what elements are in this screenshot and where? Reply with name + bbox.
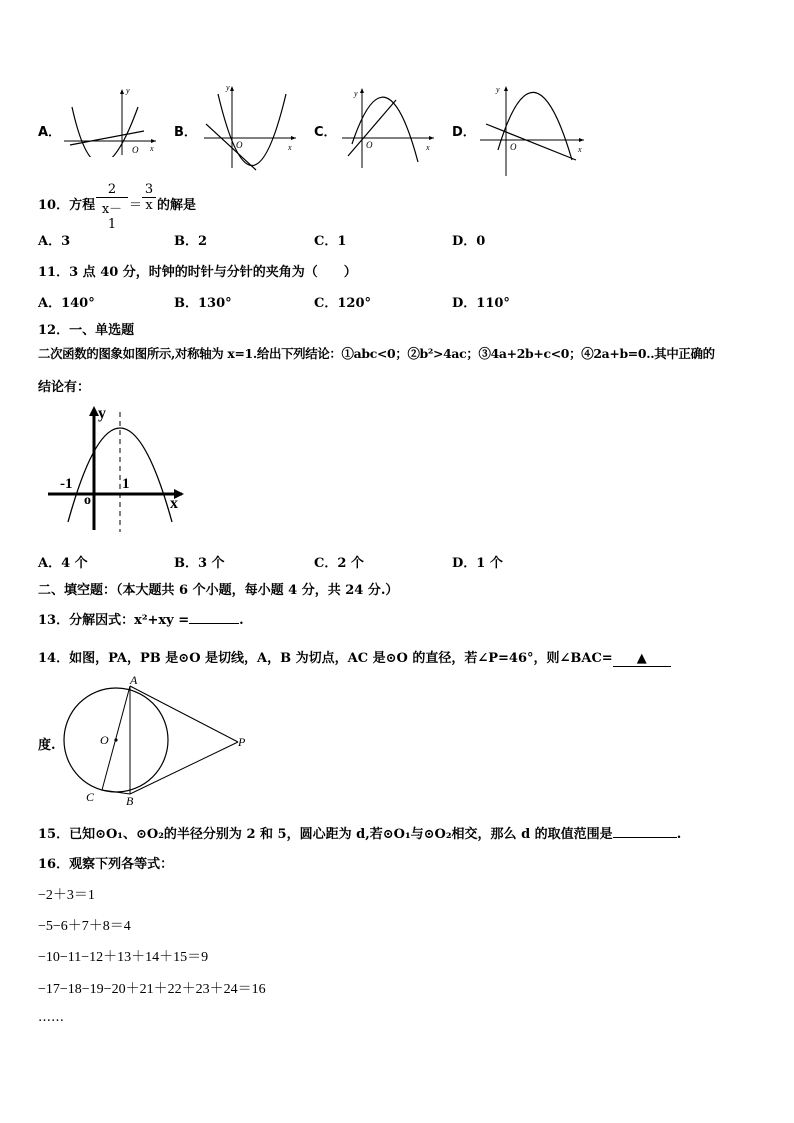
q10-option-b: B．2 [174, 234, 208, 249]
q16-equation-3: −10−11−12＋13＋14＋15＝9 [38, 950, 209, 965]
q14-answer-blank [613, 651, 671, 667]
q9-option-c-label: C． [314, 125, 337, 140]
one-label: 1 [122, 476, 130, 492]
section-2-heading: 二、填空题：（本大题共 6 个小题，每小题 4 分，共 24 分.） [38, 583, 399, 598]
q16-equation-4: −17−18−19−20＋21＋22＋23＋24＝16 [38, 982, 266, 997]
q13-line [38, 609, 244, 628]
x-label: x [150, 144, 154, 153]
q10-equals: ＝ [129, 198, 143, 213]
q16-text: 16．观察下列各等式： [38, 857, 174, 872]
q10-option-d: D．0 [452, 234, 486, 249]
q10-frac1-numerator: 2 [96, 182, 128, 198]
label-p: P [238, 735, 246, 749]
q10-fraction-1 [96, 182, 128, 232]
label-o: O [100, 733, 109, 747]
q15-answer-blank [613, 825, 677, 838]
y-label: y [496, 85, 500, 94]
q15-line [38, 823, 681, 842]
y-label: y [126, 86, 130, 95]
parabola [218, 94, 286, 166]
origin-label: o [84, 493, 91, 508]
q9-option-b-label: B． [174, 125, 197, 140]
label-a: A [130, 673, 138, 687]
q13-end: . [239, 613, 244, 628]
x-label: x [426, 143, 430, 152]
q9-graph-c [338, 82, 438, 172]
q13-answer-blank [189, 611, 239, 624]
q14-line [38, 647, 671, 667]
q12-option-b: B．3 个 [174, 556, 225, 571]
q11-option-a: A．140° [38, 296, 95, 311]
q11-option-c: C．120° [314, 296, 371, 311]
neg-one-label: -1 [60, 476, 73, 492]
y-label: y [226, 83, 230, 92]
q14-unit: 度. [38, 738, 56, 753]
q9-graph-d [476, 80, 588, 178]
q9-option-d-label: D． [452, 125, 476, 140]
x-label: x [170, 495, 178, 512]
q10-frac2-denominator: x [145, 198, 153, 213]
q12-text-2: 结论有： [38, 380, 91, 395]
q10-option-c: C．1 [314, 234, 347, 249]
q12-option-c: C．2 个 [314, 556, 364, 571]
center-point [114, 738, 117, 741]
x-label: x [288, 143, 292, 152]
q11-option-b: B．130° [174, 296, 232, 311]
origin-label: O [132, 145, 139, 155]
q10-frac2-numerator: 3 [142, 182, 156, 198]
label-b: B [126, 794, 134, 808]
origin-label: O [236, 140, 243, 150]
q10-fraction-2 [142, 182, 156, 213]
q16-equation-1: −2＋3＝1 [38, 888, 95, 903]
q12-header: 12．一、单选题 [38, 323, 135, 338]
y-label: y [354, 89, 358, 98]
q15-end: . [676, 827, 682, 842]
tangent-pb [130, 742, 238, 794]
q9-graph-a [62, 85, 158, 157]
q14-text: 14．如图，PA，PB 是⊙O 是切线，A，B 为切点，AC 是⊙O 的直径，若∠P=46°，则∠BAC= [38, 651, 613, 666]
q14-circle-diagram [62, 672, 252, 808]
origin-label: O [510, 142, 517, 152]
tangent-pa [130, 686, 238, 742]
q16-equation-2: −5−6＋7＋8＝4 [38, 919, 131, 934]
q10-option-a: A．3 [38, 234, 71, 249]
q12-parabola-graph [44, 398, 192, 534]
y-label: y [98, 405, 106, 422]
q14-blank-mark: ▲ [636, 651, 647, 666]
q9-option-a-label: A． [38, 125, 62, 140]
q12-option-a: A．4 个 [38, 556, 88, 571]
q9-graph-b [200, 82, 300, 172]
q11-option-d: D．110° [452, 296, 510, 311]
q10-suffix: 的解是 [157, 198, 197, 213]
q13-text: 13．分解因式：x²+xy = [38, 613, 190, 628]
origin-label: O [366, 140, 373, 150]
label-c: C [86, 790, 95, 804]
q11-text: 11．3 点 40 分，时钟的时针与分针的夹角为（ ） [38, 265, 357, 280]
line [206, 124, 256, 170]
line [486, 124, 576, 160]
q15-text: 15．已知⊙O₁、⊙O₂的半径分别为 2 和 5，圆心距为 d,若⊙O₁与⊙O₂相交，那么 d 的取值范围是 [38, 827, 613, 842]
q12-option-d: D．1 个 [452, 556, 503, 571]
parabola [72, 107, 138, 157]
q10-frac1-denominator: x－1 [101, 202, 123, 232]
q16-ellipsis: …… [38, 1010, 64, 1025]
x-label: x [578, 145, 582, 154]
q12-text: 二次函数的图象如图所示,对称轴为 x=1.给出下列结论：①abc<0；②b²>4ac；③4a+2b+c<0；④2a+b=0..其中正确的 [38, 346, 715, 361]
q10-prefix: 10．方程 [38, 198, 96, 213]
